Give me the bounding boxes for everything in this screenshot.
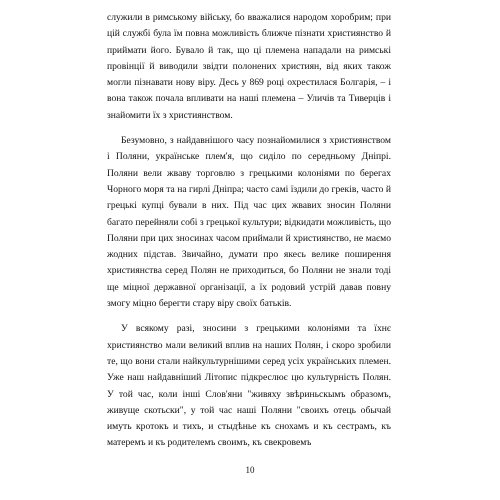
paragraph-2: Безумовно, з найдавнішого часу познайомилися з християнством і Поляни, українське плем'я, що сиділо по середньому Дніпрі. Поляни вели жваву торговлю з грецькими колоніями по берегах Чорного моря та на гирлі Дніпра; часто самі їздили до греків, часто й грецькі купці бували в них. Під час цих жвавих зносин Поляни багато перейняли собі з грецької культури; відкидати можливість, що Поляни при цих зносинах часом приймали й християнство, не маємо жодних підстав. Звичайно, думати про якесь велике поширення християнства серед Полян не приходиться, бо Поляни не знали тоді ще міцної державної організації, а їх родовий устрій давав повну змогу міцно берегти стару віру своїх батьків.: [107, 135, 391, 310]
paragraph-3: У всякому разі, зносини з грецькими колоніями та їхнє християнство мали великий вплив на наших Полян, і скоро зробили те, що вони стали найкультурнішими серед усіх українських племен. Уже наш найдавніший Літопис підкреслює цю культурність Полян. У той час, коли інші Слов'яни "живяху звѣриньскымъ образомъ, живуще скотьски", у той час наші Поляни "своихъ отець обычай имуть кротокъ и тихъ, и стыдѣнье къ снохамъ и къ сестрамъ, къ матеремъ и къ родителемъ своимъ, къ свекровемъ: [107, 323, 391, 449]
page-number: 10: [245, 465, 255, 475]
paragraph-1: служили в римському війську, бо вважалися народом хоробрим; при цій службі була їм повна можливість ближче пізнати християнство й приймати його. Бувало й так, що ці племена нападали на римські провінції й виводили звідти полонених християн, від яких також могли пізнавати нову віру. Десь у 869 році охрестилася Болгарія, – і вона також почала впливати на наші племена – Уличів та Тиверців і знайомити їх з християнством.: [107, 12, 391, 121]
body-text: [107, 10, 391, 452]
